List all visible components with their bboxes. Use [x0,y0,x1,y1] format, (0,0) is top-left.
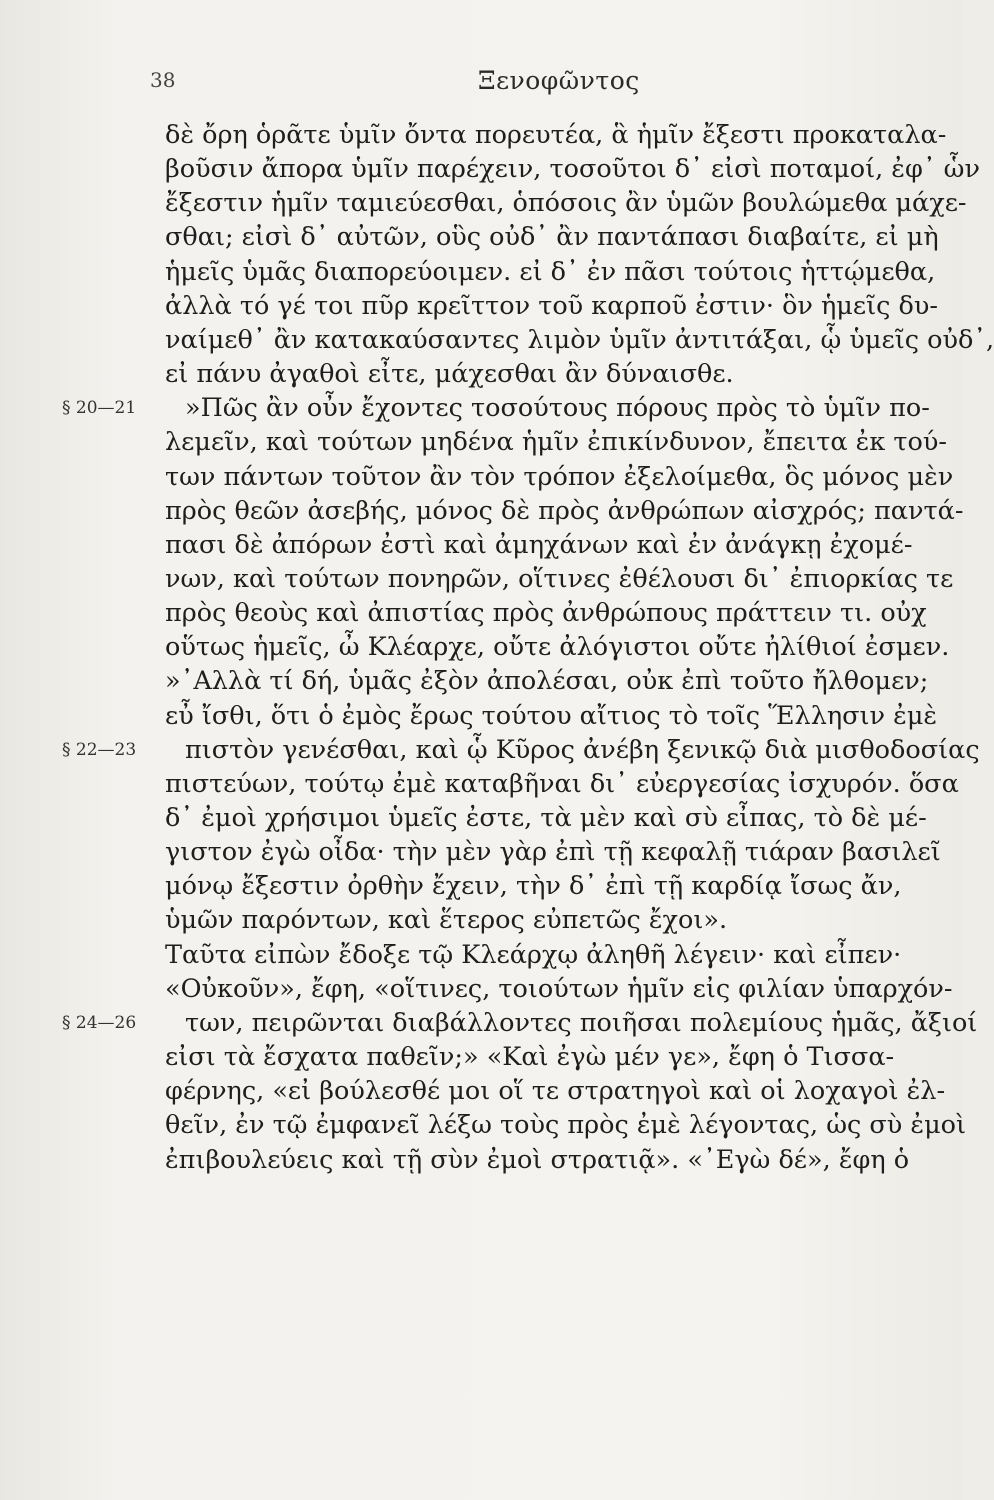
section-marker: § 20—21 [62,398,137,419]
text-line: νων, καὶ τούτων πονηρῶν, οἵτινες ἐθέλουσι δι᾽ ἐπιορκίας τε [165,563,954,594]
text-line: ἀλλὰ τό γέ τοι πῦρ κρεῖττον τοῦ καρποῦ ἐστιν· ὃν ἡμεῖς δυ- [165,290,938,321]
text-line: πιστὸν γενέσθαι, καὶ ᾧ Κῦρος ἀνέβη ξενικῷ διὰ μισθοδοσίας [185,734,980,765]
text-line: σθαι; εἰσὶ δ᾽ αὐτῶν, οὓς οὐδ᾽ ἂν παντάπασι διαβαίτε, εἰ μὴ [165,222,939,253]
text-line: δ᾽ ἐμοὶ χρήσιμοι ὑμεῖς ἐστε, τὰ μὲν καὶ σὺ εἶπας, τὸ δὲ μέ- [165,803,927,833]
text-line: ἔξεστιν ἡμῖν ταμιεύεσθαι, ὁπόσοις ἂν ὑμῶν βουλώμεθα μάχε- [165,188,967,219]
text-line: πασι δὲ ἀπόρων ἐστὶ καὶ ἀμηχάνων καὶ ἐν ἀνάγκῃ ἐχομέ- [165,529,913,560]
text-line: των, πειρῶνται διαβάλλοντες ποιῆσαι πολεμίους ἡμᾶς, ἄξιοί [185,1007,978,1038]
text-line: βοῦσιν ἄπορα ὑμῖν παρέχειν, τοσοῦτοι δ᾽ εἰσὶ ποταμοί, ἐφ᾽ ὧν [165,154,980,185]
text-line: πιστεύων, τούτῳ ἐμὲ καταβῆναι δι᾽ εὐεργεσίας ἰσχυρόν. ὅσα [165,768,959,799]
section-marker: § 24—26 [62,1012,137,1033]
text-line: »Πῶς ἂν οὖν ἔχοντες τοσούτους πόρους πρὸς τὸ ὑμῖν πο- [185,393,930,424]
text-line: Ταῦτα εἰπὼν ἔδοξε τῷ Κλεάρχῳ ἀληθῆ λέγειν· καὶ εἶπεν· [165,939,902,970]
text-line: φέρνης, «εἰ βούλεσθέ μοι οἵ τε στρατηγοὶ καὶ οἱ λοχαγοὶ ἐλ- [165,1076,946,1107]
text-line: πρὸς θεῶν ἀσεβής, μόνος δὲ πρὸς ἀνθρώπων αἰσχρός; παντά- [165,495,964,526]
text-line: γιστον ἐγὼ οἶδα· τὴν μὲν γὰρ ἐπὶ τῇ κεφαλῇ τιάραν βασιλεῖ [165,837,941,868]
section-marker: § 22—23 [62,739,137,760]
text-line: λεμεῖν, καὶ τούτων μηδένα ἡμῖν ἐπικίνδυνον, ἔπειτα ἐκ τού- [165,427,947,458]
text-line: ἐπιβουλεύεις καὶ τῇ σὺν ἐμοὶ στρατιᾷ». «᾽Εγὼ δέ», ἔφη ὁ [165,1144,910,1175]
text-line: πρὸς θεοὺς καὶ ἀπιστίας πρὸς ἀνθρώπους πράττειν τι. οὐχ [165,598,927,629]
text-line: ναίμεθ᾽ ἂν κατακαύσαντες λιμὸν ὑμῖν ἀντιτάξαι, ᾧ ὑμεῖς οὐδ᾽, [165,324,994,355]
text-line: μόνῳ ἔξεστιν ὀρθὴν ἔχειν, τὴν δ᾽ ἐπὶ τῇ καρδίᾳ ἴσως ἄν, [165,871,902,902]
text-line: των πάντων τοῦτον ἂν τὸν τρόπον ἐξελοίμεθα, ὃς μόνος μὲν [165,461,954,492]
running-head [0,60,962,100]
text-line: εἰ πάνυ ἀγαθοὶ εἶτε, μάχεσθαι ἂν δύναισθε. [165,359,734,390]
running-title: Ξενοφῶντος [478,66,640,95]
text-line: »᾽Αλλὰ τί δή, ὑμᾶς ἐξὸν ἀπολέσαι, οὐκ ἐπὶ τοῦτο ἤλθομεν; [165,666,929,697]
text-line: ἡμεῖς ὑμᾶς διαπορεύοιμεν. εἰ δ᾽ ἐν πᾶσι τούτοις ἡττῴμεθα, [165,256,936,287]
text-line: «Οὐκοῦν», ἔφη, «οἵτινες, τοιούτων ἡμῖν εἰς φιλίαν ὑπαρχόν- [165,973,953,1004]
text-line: θεῖν, ἐν τῷ ἐμφανεῖ λέξω τοὺς πρὸς ἐμὲ λέγοντας, ὡς σὺ ἐμοὶ [165,1110,967,1141]
text-line: δὲ ὄρη ὁρᾶτε ὑμῖν ὄντα πορευτέα, ἃ ἡμῖν ἔξεστι προκαταλα- [165,120,947,150]
text-line: οὕτως ἡμεῖς, ὦ Κλέαρχε, οὔτε ἀλόγιστοι οὔτε ἠλίθιοί ἐσμεν. [165,632,950,663]
page-number: 38 [150,68,176,92]
text-line: ὑμῶν παρόντων, καὶ ἕτερος εὐπετῶς ἔχοι». [165,905,728,936]
text-line: εὖ ἴσθι, ὅτι ὁ ἐμὸς ἔρως τούτου αἴτιος τὸ τοῖς Ἕλλησιν ἐμὲ [165,700,938,731]
text-line: εἰσι τὰ ἔσχατα παθεῖν;» «Καὶ ἐγὼ μέν γε», ἔφη ὁ Τισσα- [165,1042,895,1073]
